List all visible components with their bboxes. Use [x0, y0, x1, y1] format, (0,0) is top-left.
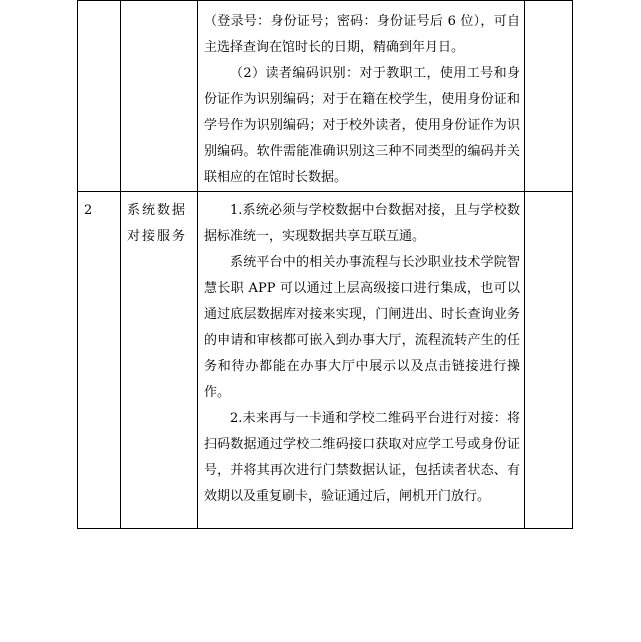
row-extra-cell	[525, 192, 573, 529]
description-paragraph: （登录号：身份证号；密码：身份证号后 6 位），可自主选择查询在馆时长的日期，精确到年月日。	[204, 14, 520, 55]
requirements-table	[77, 0, 573, 529]
row-description-cell	[198, 1, 525, 192]
row-name-cell	[121, 1, 198, 192]
row-extra-cell	[525, 1, 573, 192]
description-paragraph: 系统平台中的相关办事流程与长沙职业技术学院智慧长职 APP 可以通过上层高级接口进行集成，也可以通过底层数据库对接来实现，门闸进出、时长查询业务的申请和审核都可嵌入到办事大厅，流程流转产生的任务和待办都能在办事大厅中展示以及点击链接进行操作。	[204, 255, 520, 400]
row-description-cell	[198, 192, 525, 529]
row-number-cell: 2	[78, 192, 121, 529]
description-paragraph: 1.系统必须与学校数据中台数据对接，且与学校数据标准统一，实现数据共享互联互通。	[204, 203, 520, 244]
table-row	[78, 192, 573, 529]
row-number-cell	[78, 1, 121, 192]
row-name-cell: 系统数据对接服务	[121, 192, 198, 529]
table-row	[78, 1, 573, 192]
description-paragraph: 2.未来再与一卡通和学校二维码平台进行对接：将扫码数据通过学校二维码接口获取对应学工号或身份证号，并将其再次进行门禁数据认证，包括读者状态、有效期以及重复刷卡，验证通过后，闸机开门放行。	[204, 411, 520, 504]
description-paragraph: （2）读者编码识别：对于教职工，使用工号和身份证作为识别编码；对于在籍在校学生，使用身份证和学号作为识别编码；对于校外读者，使用身份证作为识别编码。软件需能准确识别这三种不同类型的编码并关联相应的在馆时长数据。	[204, 66, 520, 185]
